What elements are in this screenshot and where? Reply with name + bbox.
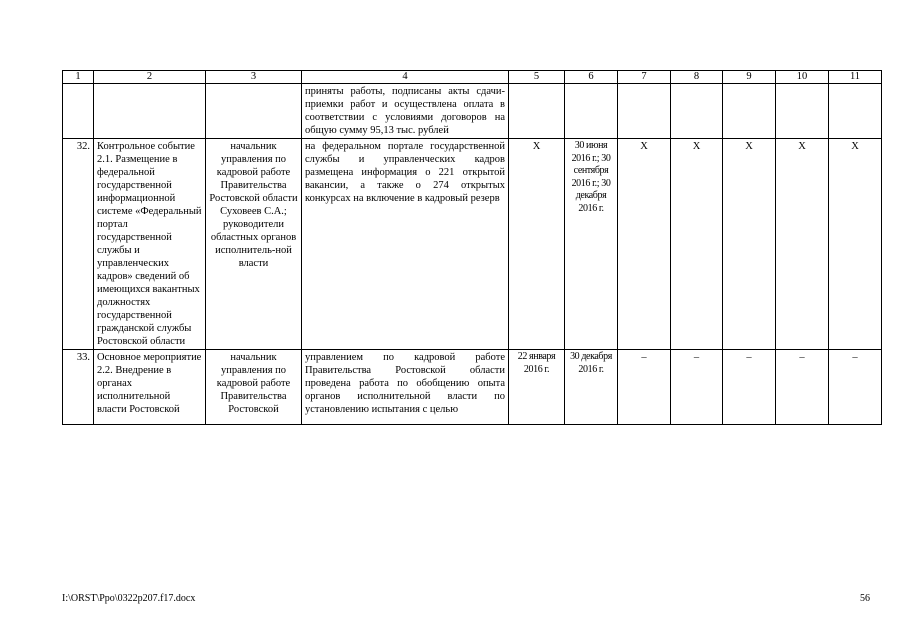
cell-event-name xyxy=(94,350,206,425)
cell-empty xyxy=(206,84,302,139)
footer-page-number: 56 xyxy=(860,593,870,604)
cell-result: приняты работы, подписаны акты сдачи-приемки работ и осуществлена оплата в соответствии с условиями договоров на общую сумму 95,13 тыс. рублей xyxy=(302,84,509,139)
cell-actual-date: 30 июня 2016 г.; 30 сентября 2016 г.; 30 декабря 2016 г. xyxy=(565,139,618,350)
header-cell: 7 xyxy=(618,71,671,84)
cell-col8: X xyxy=(671,139,723,350)
report-table xyxy=(62,70,882,425)
cell-col9: – xyxy=(723,350,776,425)
header-cell: 9 xyxy=(723,71,776,84)
cell-result-text: управлением по кадровой работе Правительства Ростовской области проведена работа по обобщению опыта органов исполнительной власти по установлению испытания с целью xyxy=(305,352,505,415)
table-row-33 xyxy=(63,350,882,425)
cell-empty xyxy=(829,84,882,139)
cell-responsible xyxy=(206,350,302,425)
cell-col10: – xyxy=(776,350,829,425)
cell-empty xyxy=(509,84,565,139)
header-cell: 3 xyxy=(206,71,302,84)
cell-plan-date: X xyxy=(509,139,565,350)
cell-col10: X xyxy=(776,139,829,350)
cell-empty xyxy=(723,84,776,139)
cell-actual-date: 30 декабря 2016 г. xyxy=(565,350,618,425)
cell-plan-date: 22 января 2016 г. xyxy=(509,350,565,425)
cell-row-number: 32. xyxy=(63,139,94,350)
cell-result: на федеральном портале государственной службы и управленческих кадров размещена информация о 221 открытой вакансии, а также о 274 открытых конкурсах на включение в кадровый резерв xyxy=(302,139,509,350)
header-cell: 10 xyxy=(776,71,829,84)
cell-col9: X xyxy=(723,139,776,350)
cell-col8: – xyxy=(671,350,723,425)
cell-empty xyxy=(671,84,723,139)
header-cell: 11 xyxy=(829,71,882,84)
header-cell: 1 xyxy=(63,71,94,84)
cell-empty xyxy=(618,84,671,139)
cell-responsible: начальник управления по кадровой работе Правительства Ростовской области Суховеев С.А.; руководители областных органов исполнитель-ной власти xyxy=(206,139,302,350)
cell-col11: X xyxy=(829,139,882,350)
header-cell: 4 xyxy=(302,71,509,84)
cell-col7: X xyxy=(618,139,671,350)
cell-empty xyxy=(94,84,206,139)
cell-responsible-text: начальник управления по кадровой работе Правительства Ростовской xyxy=(216,352,291,415)
cell-event-name: Контрольное событие 2.1. Размещение в федеральной государственной информационной системе «Федеральный портал государственной службы и управленческих кадров» сведений об имеющихся вакантных должностях государственной гражданской службы Ростовской области xyxy=(94,139,206,350)
header-cell: 5 xyxy=(509,71,565,84)
cell-empty xyxy=(776,84,829,139)
cell-col7: – xyxy=(618,350,671,425)
table-row-continuation xyxy=(63,84,882,139)
cell-empty xyxy=(565,84,618,139)
footer-file-path: I:\ORST\Ppo\0322p207.f17.docx xyxy=(62,593,196,604)
header-row xyxy=(63,71,882,84)
cell-result xyxy=(302,350,509,425)
cell-event-name-text: Основное мероприятие 2.2. Внедрение в органах исполнительной власти Ростовской xyxy=(97,352,202,415)
table-row-32 xyxy=(63,139,882,350)
cell-empty xyxy=(63,84,94,139)
header-cell: 8 xyxy=(671,71,723,84)
header-cell: 6 xyxy=(565,71,618,84)
cell-col11: – xyxy=(829,350,882,425)
cell-row-number: 33. xyxy=(63,350,94,425)
header-cell: 2 xyxy=(94,71,206,84)
